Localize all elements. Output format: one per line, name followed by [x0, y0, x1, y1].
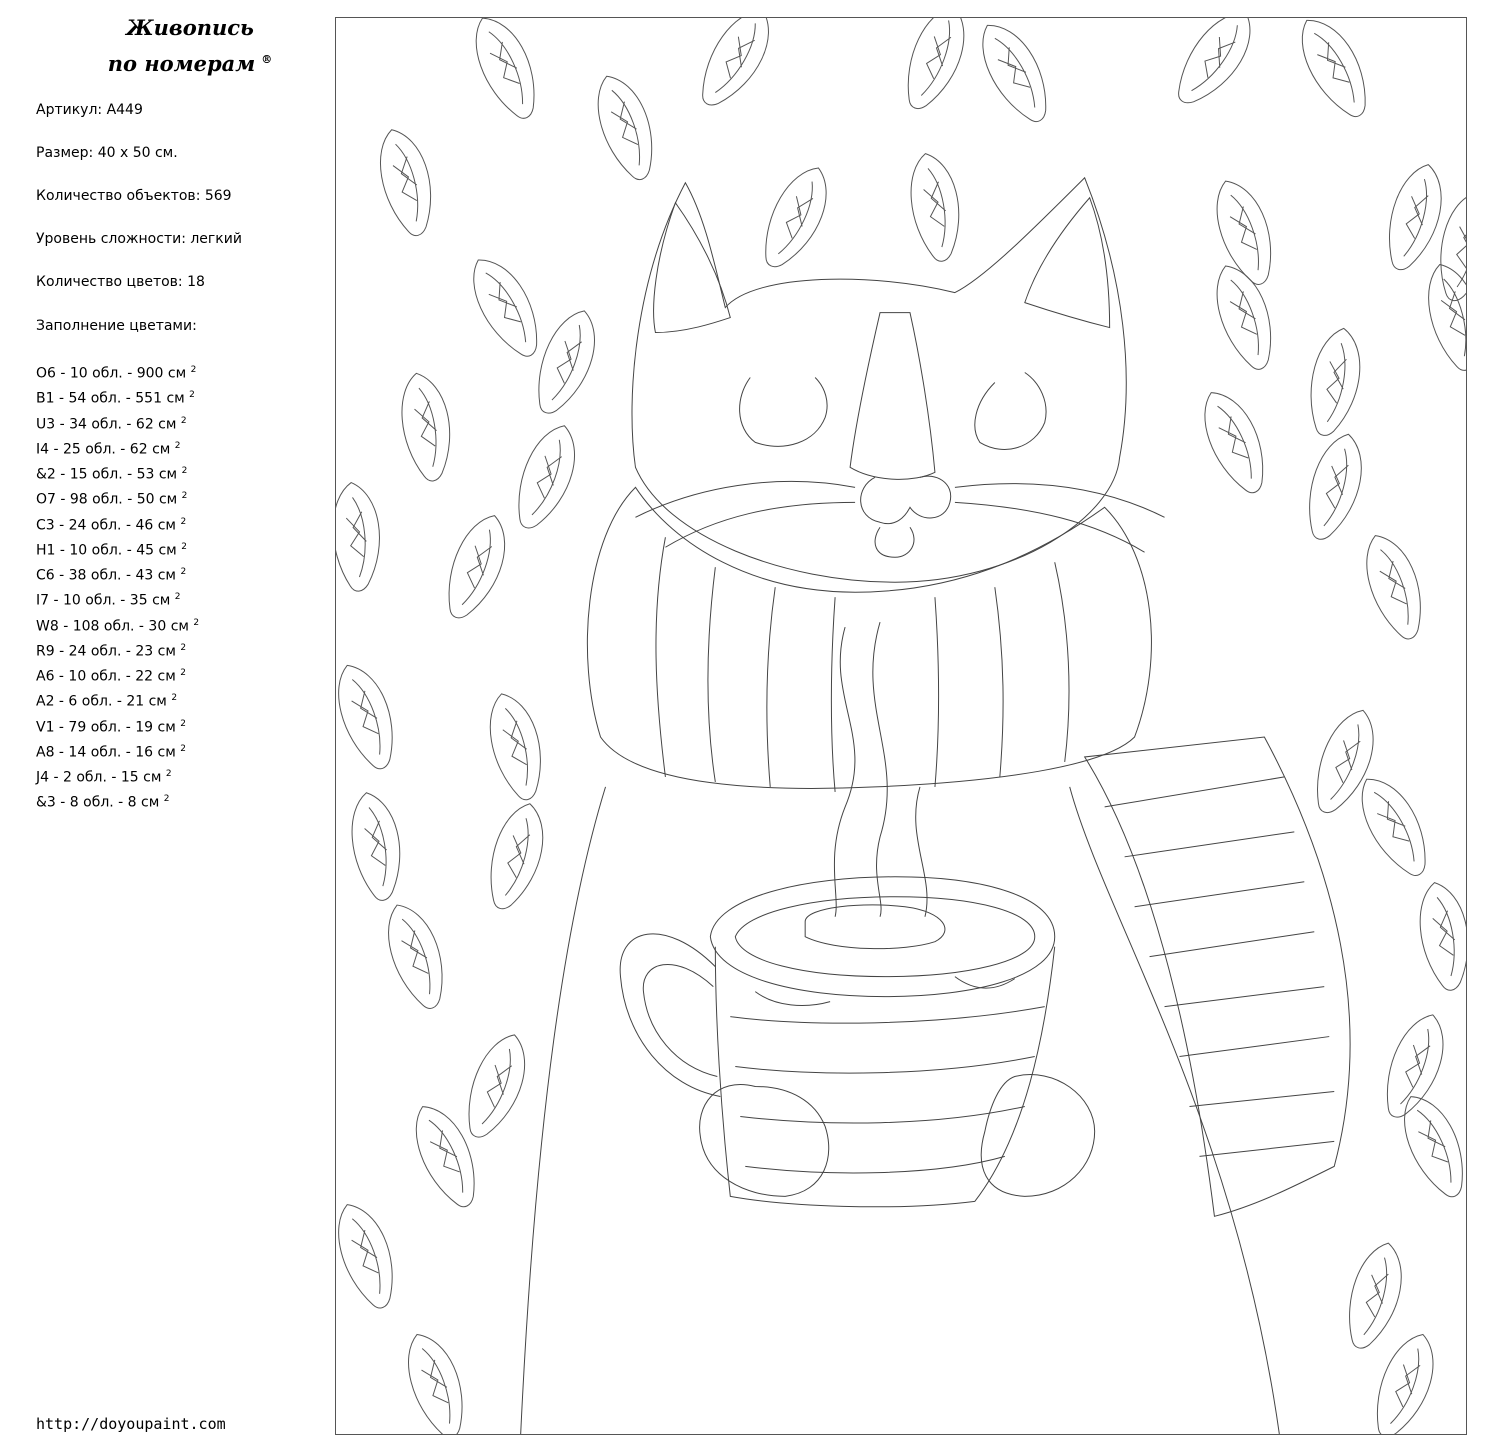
leaf-shape: [506, 418, 586, 536]
article-text: Артикул: A449: [36, 102, 143, 118]
leaf-shape: [1365, 1327, 1445, 1434]
leaf-shape: [1191, 383, 1279, 501]
leaf-shape: [1413, 878, 1466, 993]
leaf-shape: [1205, 173, 1285, 291]
leaf-shape: [480, 688, 553, 805]
leaf-shape: [480, 798, 553, 915]
leaf-shape: [402, 1097, 490, 1215]
leaf-shape: [396, 1326, 476, 1434]
fill-heading: Заполнение цветами:: [36, 318, 197, 334]
legend-row: A2 - 6 обл. - 21 см $^2$: [36, 693, 178, 710]
leaf-shape: [1347, 767, 1441, 884]
legend-row: A8 - 14 обл. - 16 см $^2$: [36, 743, 186, 761]
legend-row: W8 - 108 обл. - 30 см $^2$: [36, 617, 200, 635]
legend-row: V1 - 79 обл. - 19 см $^2$: [36, 718, 186, 736]
legend-row: A6 - 10 обл. - 22 см $^2$: [36, 668, 186, 685]
legend-row: U3 - 34 обл. - 62 см $^2$: [36, 415, 187, 433]
leaf-shape: [1165, 18, 1265, 116]
leaf-shape: [394, 369, 458, 484]
brand-line-1: Живопись: [126, 15, 254, 40]
brand-title: [100, 12, 280, 80]
legend-row: &3 - 8 обл. - 8 см $^2$: [36, 794, 170, 811]
cat-with-cup-outline: [336, 18, 1466, 1434]
leaf-shape: [1299, 429, 1372, 546]
leaf-shape: [336, 480, 384, 592]
leaf-shape: [1433, 190, 1466, 305]
size-text: Размер: 40 x 50 см.: [36, 145, 178, 161]
leaf-shape: [968, 18, 1062, 131]
legend-row: R9 - 24 обл. - 23 см $^2$: [36, 642, 187, 660]
leaf-shape: [896, 18, 976, 117]
falling-leaves: [336, 18, 1466, 1434]
color-legend: [36, 360, 199, 815]
cat-drawing: [521, 178, 1350, 1434]
leaf-shape: [903, 150, 967, 265]
coloring-canvas: [335, 17, 1467, 1435]
leaf-shape: [462, 18, 550, 126]
legend-row: O7 - 98 обл. - 50 см $^2$: [36, 491, 188, 508]
leaf-shape: [752, 159, 840, 277]
leaf-shape: [459, 248, 553, 365]
leaf-shape: [1391, 1087, 1466, 1205]
brand-line-2-text: по номерам: [107, 51, 256, 76]
legend-row: I7 - 10 обл. - 35 см $^2$: [36, 592, 181, 609]
leaf-shape: [336, 1197, 407, 1315]
leaf-shape: [436, 508, 516, 626]
leaf-shape: [336, 657, 407, 775]
legend-row: H1 - 10 обл. - 45 см $^2$: [36, 541, 187, 559]
leaf-shape: [586, 68, 666, 186]
colors-count-text: Количество цветов: 18: [36, 274, 205, 290]
leaf-shape: [456, 1027, 536, 1145]
legend-row: J4 - 2 обл. - 15 см $^2$: [36, 769, 172, 786]
leaf-shape: [1287, 18, 1381, 126]
legend-row: O6 - 10 обл. - 900 см $^2$: [36, 365, 197, 382]
website-url: http://doyoupaint.com: [36, 1415, 226, 1433]
leaf-shape: [1354, 527, 1434, 645]
leaf-shape: [1205, 258, 1285, 376]
legend-row: I4 - 25 обл. - 62 см $^2$: [36, 440, 181, 458]
brand-line-2: [100, 44, 280, 80]
leaf-shape: [344, 789, 408, 904]
leaf-shape: [370, 124, 443, 241]
leaf-shape: [1375, 1007, 1455, 1125]
leaf-shape: [1339, 1237, 1412, 1354]
leaf-shape: [689, 18, 783, 117]
difficulty-text: Уровень сложности: легкий: [36, 231, 242, 247]
legend-row: B1 - 54 обл. - 551 см $^2$: [36, 390, 195, 407]
leaf-shape: [1305, 703, 1385, 821]
leaf-shape: [376, 897, 456, 1015]
legend-row: &2 - 15 обл. - 53 см $^2$: [36, 466, 188, 483]
registered-mark: ®: [261, 53, 273, 66]
legend-row: C3 - 24 обл. - 46 см $^2$: [36, 516, 187, 534]
leaf-shape: [1303, 325, 1367, 440]
leaf-shape: [526, 303, 606, 421]
objects-count-text: Количество объектов: 569: [36, 188, 232, 204]
legend-row: C6 - 38 обл. - 43 см $^2$: [36, 567, 187, 584]
